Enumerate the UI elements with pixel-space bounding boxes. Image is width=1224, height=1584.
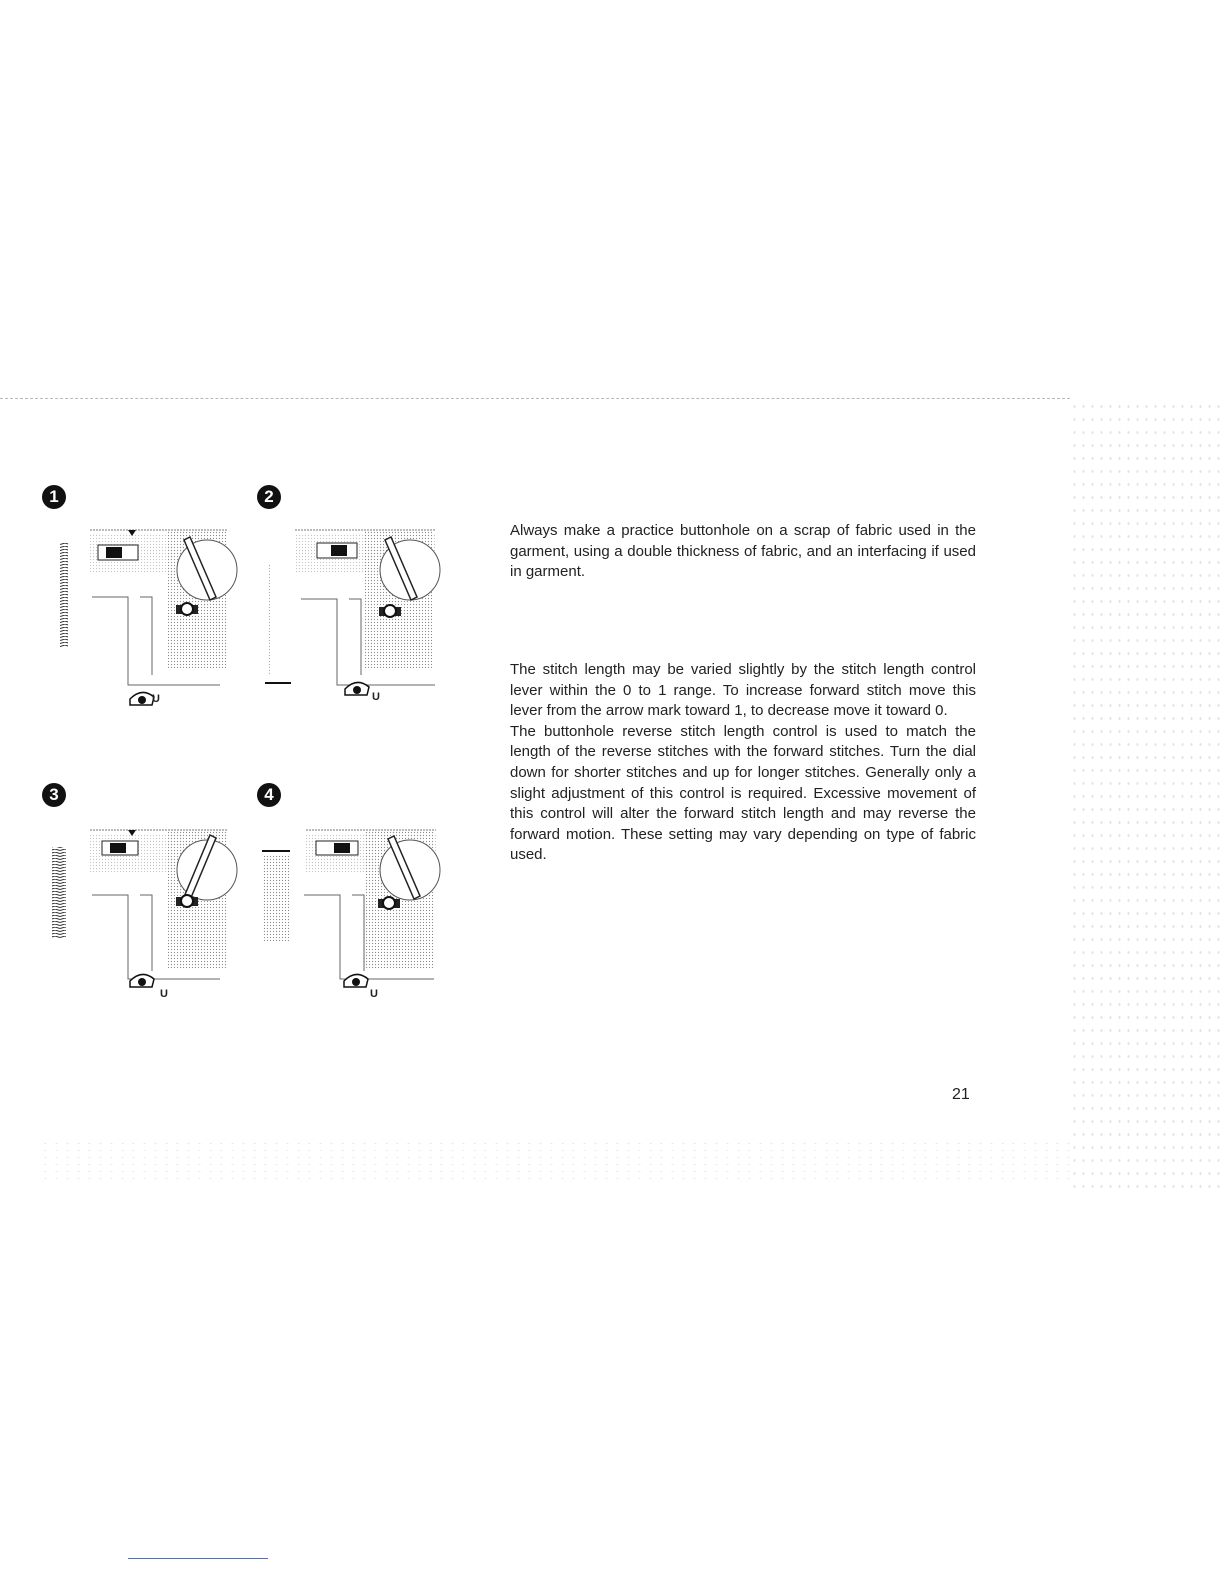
practice-buttonhole-note <box>510 521 976 583</box>
scan-speckle-right <box>1070 400 1224 1190</box>
top-divider <box>0 398 1070 399</box>
paragraph-stitch-length-lever: The stitch length may be varied slightly by the stitch length control lever within the 0 to 1 range. To increase forward stitch move this lever from the arrow mark toward 1, to decrease move it toward 0. <box>510 661 976 720</box>
foot-letter-3: U <box>160 988 168 1000</box>
bottom-rule <box>128 1558 268 1559</box>
page-number: 21 <box>952 1086 970 1103</box>
stitch-sample-1 <box>60 543 68 648</box>
stitch-sample-3 <box>52 847 66 939</box>
figure-number-2: 2 <box>257 485 281 509</box>
foot-letter-1: U <box>152 693 160 705</box>
figure-number-1: 1 <box>42 485 66 509</box>
foot-letter-2: U <box>372 691 380 703</box>
figure-number-4: 4 <box>257 783 281 807</box>
figure-number-3: 3 <box>42 783 66 807</box>
figure-1-illustration <box>50 525 280 725</box>
paragraph-reverse-stitch-control: The buttonhole reverse stitch length control is used to match the length of the reverse stitches with the forward stitches. Turn the dial down for shorter stitches and up for longer stitches. Generally only a slight adjustment of this control is required. Excessive movement of this control will alter the forward stitch length and may reverse the forward motion. These setting may vary depending on type of fabric used. <box>510 722 976 864</box>
figure-2-illustration <box>265 525 495 725</box>
stitch-control-diagram-2 <box>265 525 495 725</box>
foot-letter-4: U <box>370 988 378 1000</box>
scan-speckle-bottom <box>40 1140 1070 1180</box>
paragraph-practice-buttonhole: Always make a practice buttonhole on a scrap of fabric used in the garment, using a double thickness of fabric, and an interfacing if used in garment. <box>510 522 976 581</box>
stitch-length-instructions <box>510 660 976 866</box>
stitch-control-diagram-1 <box>50 525 280 725</box>
